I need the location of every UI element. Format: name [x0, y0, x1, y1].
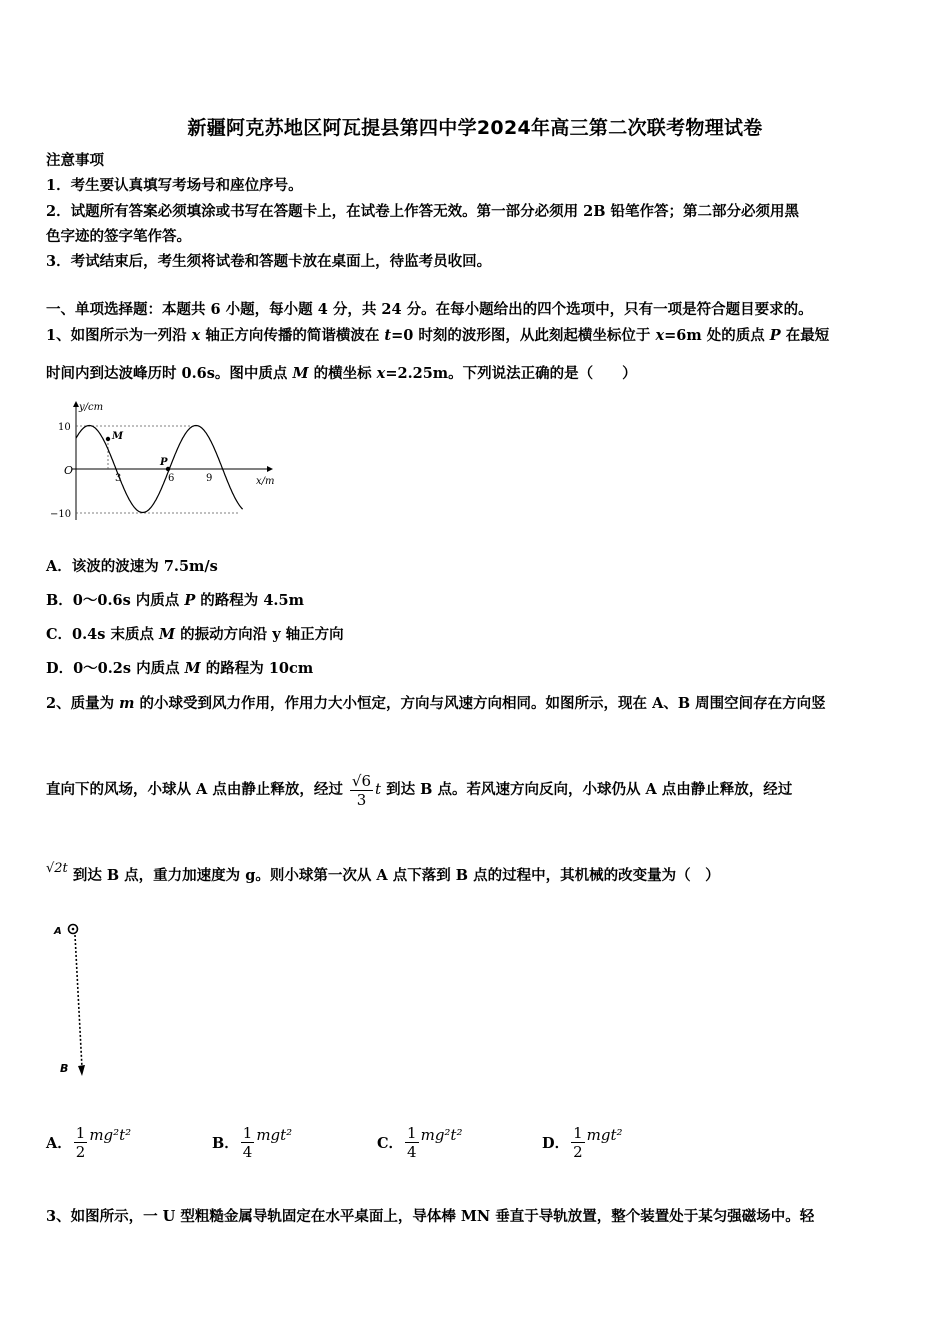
q1-wave-figure — [46, 396, 286, 524]
label-P: P — [160, 457, 168, 468]
q2-option-d: D． $\frac{1}{2}$ mgt² — [542, 1124, 623, 1161]
q2-stem-line3: √2t 到达 B 点，重力加速度为 g。则小球第一次从 A 点下落到 B 点的过程中，其机械的改变量为（ ） — [46, 861, 720, 884]
q1-option-d: D．0～0.2s 内质点 M 的路程为 10cm — [46, 660, 314, 677]
notice-item-2-cont: 色字迹的签字笔作答。 — [46, 228, 191, 245]
label-A: A — [54, 926, 62, 937]
q2-stem-line1: 2、质量为 m 的小球受到风力作用，作用力大小恒定，方向与风速方向相同。如图所示，现在 A、B 周围空间存在方向竖 — [46, 695, 826, 712]
q1-stem-line2: 时间内到达波峰历时 0.6s。图中质点 M 的横坐标 x=2.25m。下列说法正确的是（ ） — [46, 365, 637, 382]
notice-heading: 注意事项 — [46, 152, 104, 169]
y-tick-10: 10 — [58, 422, 71, 433]
q2-option-a: A． $\frac{1}{2}$ mg²t² — [46, 1124, 132, 1161]
notice-item-1: 1．考生要认真填写考场号和座位序号。 — [46, 177, 303, 194]
x-tick-6: 6 — [168, 473, 175, 484]
q3-stem-line1: 3、如图所示，一 U 型粗糙金属导轨固定在水平桌面上，导体棒 MN 垂直于导轨放置，整个装置处于某匀强磁场中。轻 — [46, 1208, 815, 1225]
x-tick-3: 3 — [115, 473, 122, 484]
x-axis-label: x/m — [256, 476, 275, 487]
q1-option-a: A．该波的波速为 7.5m/s — [46, 558, 218, 575]
fall-path — [75, 935, 82, 1068]
q2-fraction: $\frac{√6}{3}$ — [351, 771, 372, 809]
notice-item-3: 3．考试结束后，考生须将试卷和答题卡放在桌面上，待监考员收回。 — [46, 253, 492, 270]
q2-option-c: C． $\frac{1}{4}$ mg²t² — [377, 1124, 463, 1161]
section-heading: 一、单项选择题：本题共 6 小题，每小题 4 分，共 24 分。在每小题给出的四个选项中，只有一项是符合题目要求的。 — [46, 301, 813, 318]
q1-option-c: C．0.4s 末质点 M 的振动方向沿 y 轴正方向 — [46, 626, 344, 643]
q2-wind-figure — [52, 920, 102, 1080]
q1-stem-line1: 1、如图所示为一列沿 x 轴正方向传播的简谐横波在 t=0 时刻的波形图，从此刻起横坐标位于 x=6m 处的质点 P 在最短 — [46, 327, 830, 344]
x-tick-9: 9 — [206, 473, 213, 484]
page-title: 新疆阿克苏地区阿瓦提县第四中学2024年高三第二次联考物理试卷 — [187, 117, 763, 139]
q2-stem-line2: 直向下的风场，小球从 A 点由静止释放，经过 $\frac{√6}{3}$ t 到达 B 点。若风速方向反向，小球仍从 A 点由静止释放，经过 — [46, 771, 793, 809]
label-M: M — [112, 431, 124, 442]
notice-item-2: 2．试题所有答案必须填涂或书写在答题卡上，在试卷上作答无效。第一部分必须用 2B 铅笔作答；第二部分必须用黑 — [46, 203, 800, 220]
q1-option-b: B．0～0.6s 内质点 P 的路程为 4.5m — [46, 592, 304, 609]
y-axis-label: y/cm — [79, 402, 104, 413]
q2-option-b: B． $\frac{1}{4}$ mgt² — [212, 1124, 293, 1161]
point-M — [106, 437, 110, 441]
origin-label: O — [64, 464, 74, 477]
y-tick-neg10: −10 — [50, 509, 72, 520]
label-B: B — [60, 1062, 69, 1075]
